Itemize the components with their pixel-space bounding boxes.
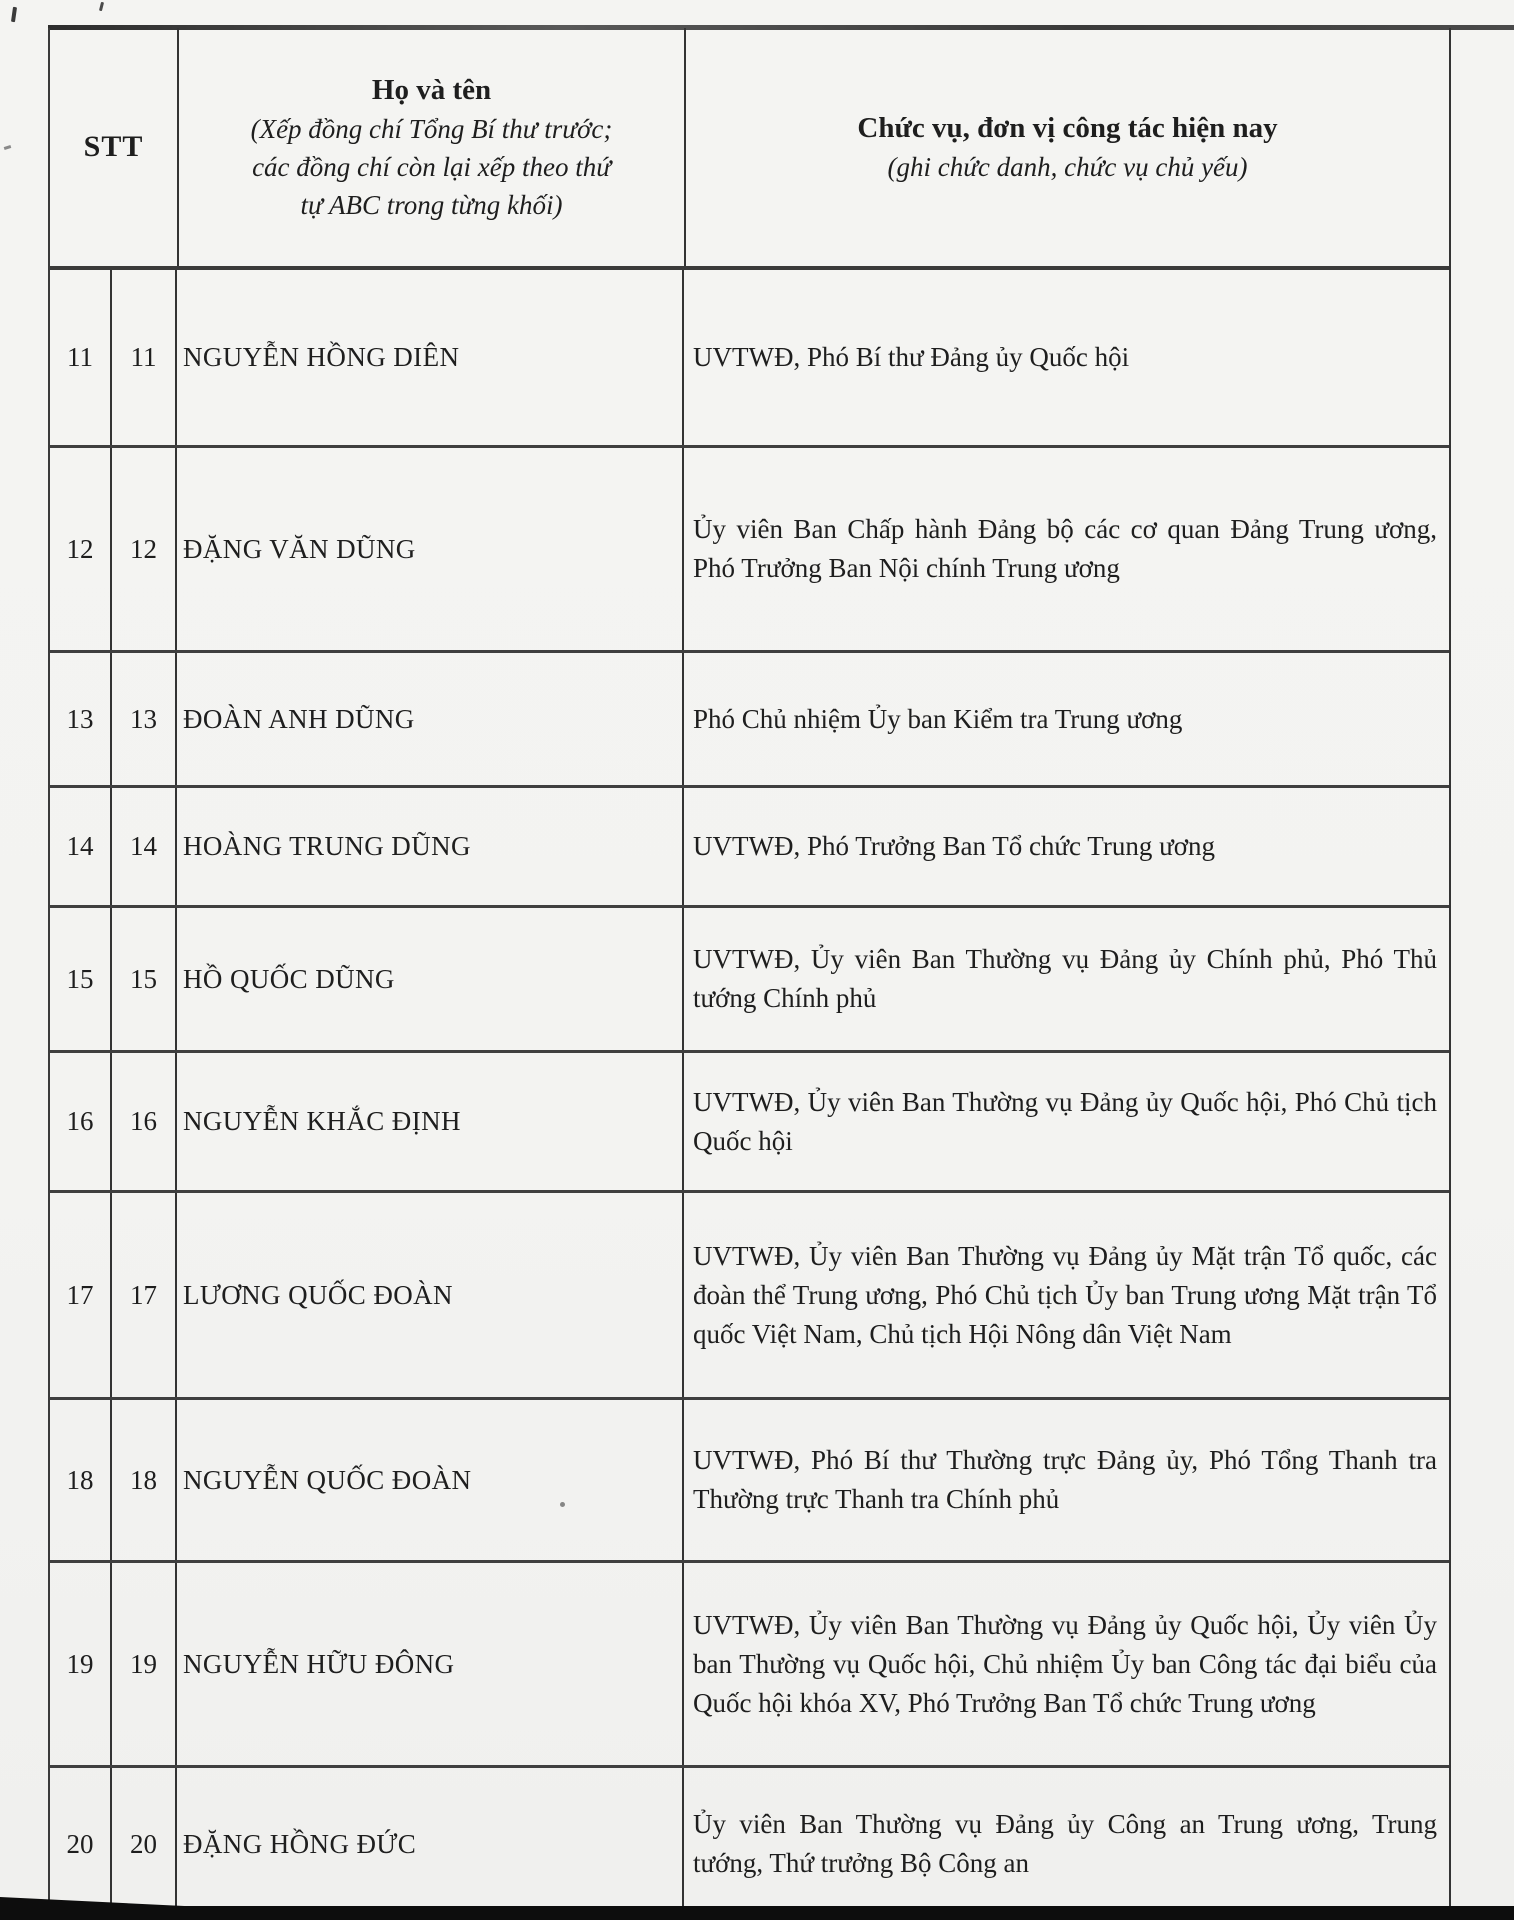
stt-value: 20	[66, 1828, 94, 1859]
number-value: 13	[130, 703, 157, 734]
name-value: NGUYỄN KHẮC ĐỊNH	[183, 1106, 461, 1136]
cell-name	[177, 270, 684, 445]
table-row	[50, 1768, 1449, 1920]
table-row	[50, 653, 1449, 788]
number-value: 20	[130, 1828, 157, 1859]
cell-stt	[50, 1563, 112, 1765]
position-value: UVTWĐ, Phó Bí thư Thường trực Đảng ủy, Phó Tổng Thanh tra Thường trực Thanh tra Chính phủ	[693, 1445, 1437, 1514]
name-value: NGUYỄN HỮU ĐÔNG	[183, 1648, 455, 1679]
cell-name	[177, 448, 684, 650]
name-value: ĐẶNG HỒNG ĐỨC	[183, 1828, 417, 1859]
cell-position	[684, 1400, 1449, 1560]
stt-value: 18	[66, 1464, 94, 1495]
cell-number	[112, 270, 177, 445]
scan-edge-bar	[0, 1906, 1514, 1920]
stt-value: 13	[66, 703, 94, 734]
number-value: 15	[130, 963, 157, 994]
header-cell-name	[179, 28, 686, 266]
table-row	[50, 908, 1449, 1053]
table-row	[50, 1053, 1449, 1193]
number-value: 11	[130, 342, 157, 372]
name-value: HOÀNG TRUNG DŨNG	[183, 831, 471, 861]
cell-name	[177, 653, 684, 785]
name-value: ĐOÀN ANH DŨNG	[183, 703, 415, 734]
cell-number	[112, 1053, 177, 1190]
name-value: LƯƠNG QUỐC ĐOÀN	[183, 1279, 453, 1310]
scan-artifact-dash	[4, 145, 12, 150]
cell-position	[684, 1053, 1449, 1190]
table-row	[50, 448, 1449, 653]
cell-position	[684, 1193, 1449, 1397]
header-cell-position	[686, 28, 1449, 266]
cell-name	[177, 1053, 684, 1190]
position-value: Ủy viên Ban Chấp hành Đảng bộ các cơ quan Đảng Trung ương, Phó Trưởng Ban Nội chính Trung ương	[693, 514, 1437, 583]
table-row	[50, 788, 1449, 908]
cell-name	[177, 1563, 684, 1765]
cell-name	[177, 908, 684, 1050]
header-cell-stt	[50, 28, 179, 266]
cell-stt	[50, 1768, 112, 1920]
table-header-row	[50, 28, 1449, 270]
stt-value: 15	[66, 963, 94, 994]
table-row	[50, 1193, 1449, 1400]
cell-stt	[50, 1400, 112, 1560]
cell-name	[177, 1768, 684, 1920]
scan-artifact-tick	[11, 7, 17, 22]
cell-stt	[50, 908, 112, 1050]
cell-name	[177, 1193, 684, 1397]
cell-number	[112, 653, 177, 785]
stt-value: 12	[66, 533, 94, 564]
position-value: UVTWĐ, Ủy viên Ban Thường vụ Đảng ủy Quốc hội, Phó Chủ tịch Quốc hội	[693, 1086, 1437, 1156]
position-value: Phó Chủ nhiệm Ủy ban Kiểm tra Trung ương	[693, 703, 1183, 734]
number-value: 19	[130, 1648, 157, 1679]
position-value: UVTWĐ, Ủy viên Ban Thường vụ Đảng ủy Chính phủ, Phó Thủ tướng Chính phủ	[693, 944, 1437, 1013]
table-row	[50, 1563, 1449, 1768]
cell-number	[112, 448, 177, 650]
position-value: UVTWĐ, Ủy viên Ban Thường vụ Đảng ủy Quốc hội, Ủy viên Ủy ban Thường vụ Quốc hội, Chủ nhiệm Ủy ban Công tác đại biểu của Quốc hội khóa XV, Phó Trưởng Ban Tổ chức Trung ương	[693, 1609, 1437, 1718]
table-row	[50, 1400, 1449, 1563]
cell-number	[112, 1563, 177, 1765]
cell-position	[684, 908, 1449, 1050]
cell-stt	[50, 653, 112, 785]
cell-number	[112, 788, 177, 905]
stt-value: 16	[66, 1106, 94, 1136]
cell-number	[112, 1400, 177, 1560]
name-value: NGUYỄN HỒNG DIÊN	[183, 342, 460, 372]
cell-stt	[50, 448, 112, 650]
cell-position	[684, 653, 1449, 785]
position-value: UVTWĐ, Ủy viên Ban Thường vụ Đảng ủy Mặt trận Tổ quốc, các đoàn thể Trung ương, Phó Chủ tịch Ủy ban Trung ương Mặt trận Tổ quốc Việt Nam, Chủ tịch Hội Nông dân Việt Nam	[693, 1240, 1437, 1349]
header-position-note: (ghi chức danh, chức vụ chủ yếu)	[887, 152, 1248, 182]
stt-value: 14	[66, 831, 94, 861]
cell-stt	[50, 788, 112, 905]
number-value: 12	[130, 533, 157, 564]
name-value: HỒ QUỐC DŨNG	[183, 963, 395, 994]
position-value: Ủy viên Ban Thường vụ Đảng ủy Công an Trung ương, Trung tướng, Thứ trưởng Bộ Công an	[693, 1809, 1437, 1878]
cell-stt	[50, 270, 112, 445]
stt-value: 11	[67, 342, 93, 372]
cell-number	[112, 1768, 177, 1920]
cell-name	[177, 1400, 684, 1560]
scan-artifact-apostrophe	[99, 2, 104, 11]
table-body	[50, 270, 1449, 1920]
cell-stt	[50, 1193, 112, 1397]
personnel-table	[48, 28, 1451, 1920]
header-stt-label: STT	[83, 130, 144, 163]
name-value: NGUYỄN QUỐC ĐOÀN	[183, 1464, 472, 1495]
position-value: UVTWĐ, Phó Bí thư Đảng ủy Quốc hội	[693, 342, 1130, 372]
position-value: UVTWĐ, Phó Trưởng Ban Tổ chức Trung ương	[693, 831, 1216, 861]
cell-position	[684, 448, 1449, 650]
table-row	[50, 270, 1449, 448]
cell-stt	[50, 1053, 112, 1190]
header-name-title: Họ và tên	[371, 74, 492, 106]
cell-name	[177, 788, 684, 905]
stt-value: 17	[66, 1279, 94, 1310]
cell-position	[684, 1768, 1449, 1920]
name-value: ĐẶNG VĂN DŨNG	[183, 533, 416, 564]
header-position-title: Chức vụ, đơn vị công tác hiện nay	[857, 112, 1278, 144]
number-value: 18	[130, 1464, 157, 1495]
cell-number	[112, 1193, 177, 1397]
number-value: 17	[130, 1279, 157, 1310]
cell-position	[684, 1563, 1449, 1765]
cell-position	[684, 788, 1449, 905]
stt-value: 19	[66, 1648, 94, 1679]
cell-position	[684, 270, 1449, 445]
cell-number	[112, 908, 177, 1050]
number-value: 14	[130, 831, 157, 861]
number-value: 16	[130, 1106, 157, 1136]
header-name-note: (Xếp đồng chí Tổng Bí thư trước; các đồng chí còn lại xếp theo thứ tự ABC trong từng khối)	[250, 114, 613, 220]
